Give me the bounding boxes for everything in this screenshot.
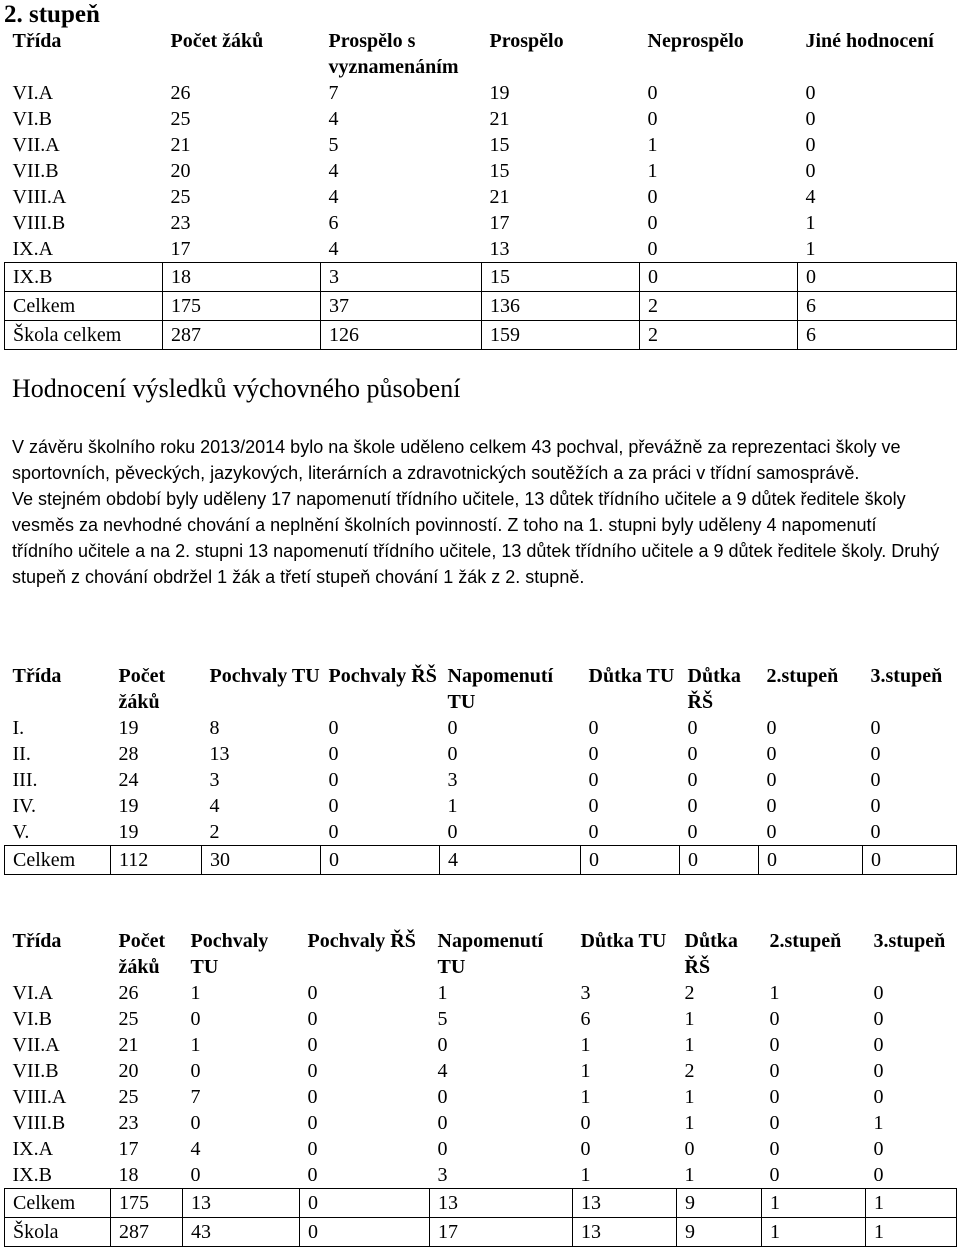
table-cell: 0 <box>307 982 318 1004</box>
table-row <box>5 980 957 1006</box>
table-cell: 1 <box>580 1060 591 1082</box>
table-cell: 0 <box>687 769 698 791</box>
table-cell: 0 <box>588 717 599 739</box>
table-cell: 0 <box>873 1086 884 1108</box>
table-cell: Celkem <box>5 846 111 875</box>
table-cell: 19 <box>118 821 139 843</box>
table-cell: 2 <box>640 321 798 350</box>
table-cell: 0 <box>437 1034 448 1056</box>
table-cell: VI.B <box>12 1008 52 1030</box>
table-cell: 175 <box>163 292 321 321</box>
table-row <box>5 1218 957 1247</box>
table-cell: 0 <box>805 82 816 104</box>
table-cell: 24 <box>118 769 139 791</box>
table-cell: 1 <box>684 1086 695 1108</box>
table-cell: 0 <box>680 846 759 875</box>
column-header: Prospělo <box>489 30 564 52</box>
table-cell: 0 <box>647 238 658 260</box>
table-cell: 1 <box>805 212 816 234</box>
table-cell: 0 <box>588 769 599 791</box>
evaluation-text <box>12 434 942 590</box>
table-cell: 0 <box>766 821 777 843</box>
column-header: Neprospělo <box>647 30 744 52</box>
table-cell: 3 <box>437 1164 448 1186</box>
table-cell: 0 <box>769 1008 780 1030</box>
behavior-table-stage1 <box>4 663 957 875</box>
table-cell: 2 <box>684 1060 695 1082</box>
table-cell: 19 <box>118 717 139 739</box>
table-cell: 0 <box>769 1060 780 1082</box>
table-cell: 0 <box>870 821 881 843</box>
table-cell: 18 <box>163 263 321 292</box>
table-cell: 0 <box>307 1164 318 1186</box>
table-cell: 2 <box>684 982 695 1004</box>
table-cell: 2 <box>209 821 220 843</box>
column-header: Jiné hodnocení <box>805 30 934 52</box>
table-cell: 0 <box>759 846 863 875</box>
table-cell: 0 <box>437 1112 448 1134</box>
table-cell: 0 <box>447 743 458 765</box>
table-row <box>5 158 957 184</box>
paragraph: V závěru školního roku 2013/2014 bylo na škole uděleno celkem 43 pochval, převážně za reprezentaci školy ve sportovních, pěveckých, jazykových, literárních a zdravotnických soutěžích a za práci v třídní samosprávě. <box>12 437 901 483</box>
table-cell: 20 <box>118 1060 139 1082</box>
table-cell: 0 <box>190 1164 201 1186</box>
column-header: 3.stupeň <box>870 665 943 687</box>
table-row <box>5 1006 957 1032</box>
stage-heading: 2. stupeň <box>4 1 100 28</box>
table-cell: 0 <box>798 263 957 292</box>
table-cell: 4 <box>328 238 339 260</box>
table-cell: 1 <box>437 982 448 1004</box>
table-cell: I. <box>12 717 25 739</box>
table-cell: 37 <box>321 292 482 321</box>
table-cell: 8 <box>209 717 220 739</box>
table-cell: 0 <box>873 1138 884 1160</box>
table-cell: 0 <box>190 1060 201 1082</box>
table-row <box>5 1162 957 1189</box>
table-cell: 0 <box>870 795 881 817</box>
table-cell: 0 <box>766 743 777 765</box>
column-header: Prospělo s vyznamenáním <box>328 30 459 78</box>
table-cell: 287 <box>163 321 321 350</box>
column-header: Třída <box>12 665 62 687</box>
table-cell: 0 <box>873 1060 884 1082</box>
column-header: Napomenutí TU <box>447 665 554 713</box>
table-cell: 43 <box>183 1218 300 1247</box>
table-cell: 0 <box>870 717 881 739</box>
table-cell: VII.B <box>12 1060 59 1082</box>
table-cell: IX.A <box>12 1138 54 1160</box>
table-cell: 0 <box>321 846 440 875</box>
table-cell: 0 <box>307 1060 318 1082</box>
table-cell: 0 <box>873 1008 884 1030</box>
table-cell: 21 <box>489 108 510 130</box>
table-cell: 0 <box>687 743 698 765</box>
column-header: Důtka TU <box>588 665 675 687</box>
table-cell: 0 <box>328 769 339 791</box>
column-header: Počet žáků <box>170 30 264 52</box>
table-cell: 0 <box>307 1138 318 1160</box>
table-row <box>5 292 957 321</box>
table-cell: II. <box>12 743 31 765</box>
table-cell: 2 <box>640 292 798 321</box>
table-cell: 1 <box>580 1164 591 1186</box>
table-cell: 0 <box>766 795 777 817</box>
table-cell: 0 <box>873 982 884 1004</box>
table-cell: 0 <box>588 821 599 843</box>
table-cell: 4 <box>328 108 339 130</box>
column-header: Důtka ŘŠ <box>684 930 738 978</box>
table-cell: 0 <box>437 1086 448 1108</box>
table-cell: 15 <box>489 134 510 156</box>
table-row <box>5 793 957 819</box>
table-cell: 30 <box>202 846 321 875</box>
table-cell: 1 <box>866 1189 957 1218</box>
column-header: 2.stupeň <box>766 665 839 687</box>
column-header: Pochvaly TU <box>190 930 269 978</box>
table-cell: 0 <box>328 717 339 739</box>
table-cell: 0 <box>307 1008 318 1030</box>
table-row <box>5 106 957 132</box>
table-cell: III. <box>12 769 38 791</box>
table-cell: 287 <box>111 1218 183 1247</box>
table-row <box>5 1058 957 1084</box>
table-cell: 0 <box>805 134 816 156</box>
table-cell: Škola <box>5 1218 111 1247</box>
table-row <box>5 263 957 292</box>
table-cell: 0 <box>437 1138 448 1160</box>
table-cell: 25 <box>170 186 191 208</box>
table-cell: 21 <box>489 186 510 208</box>
table-cell: VII.A <box>12 1034 60 1056</box>
table-cell: 7 <box>328 82 339 104</box>
table-cell: 3 <box>580 982 591 1004</box>
column-header: Třída <box>12 30 62 52</box>
table-cell: 1 <box>647 134 658 156</box>
table-cell: 25 <box>170 108 191 130</box>
table-cell: 0 <box>647 108 658 130</box>
table-cell: 13 <box>209 743 230 765</box>
column-header: Důtka TU <box>580 930 667 952</box>
table-row <box>5 321 957 350</box>
table-cell: 4 <box>437 1060 448 1082</box>
table-cell: 23 <box>170 212 191 234</box>
column-header: 2.stupeň <box>769 930 842 952</box>
table-cell: 0 <box>873 1034 884 1056</box>
table-cell: 17 <box>118 1138 139 1160</box>
table-cell: 26 <box>118 982 139 1004</box>
column-header: Napomenutí TU <box>437 930 544 978</box>
table-cell: 4 <box>440 846 581 875</box>
table-cell: 159 <box>482 321 640 350</box>
header-row <box>5 663 957 715</box>
table-cell: 0 <box>581 846 680 875</box>
table-cell: VIII.A <box>12 186 67 208</box>
table-row <box>5 819 957 846</box>
table-cell: 13 <box>489 238 510 260</box>
paragraph: Ve stejném období byly uděleny 17 napomenutí třídního učitele, 13 důtek třídního učitele a 9 důtek ředitele školy vesměs za nevhodné chování a neplnění školních povinností. Z toho na 1. stupni byly uděleny 4 napomenutí třídního učitele a na 2. stupni 13 napomenutí třídního učitele, 13 důtek třídního učitele a 9 důtek ředitele školy. Druhý stupeň z chování obdržel 1 žák a třetí stupeň chování 1 žák z 2. stupně. <box>12 489 940 587</box>
table-cell: 1 <box>647 160 658 182</box>
table-cell: 0 <box>580 1138 591 1160</box>
table-cell: 0 <box>684 1138 695 1160</box>
table-cell: VIII.B <box>12 212 66 234</box>
table-cell: VIII.A <box>12 1086 67 1108</box>
table-cell: 1 <box>873 1112 884 1134</box>
table-cell: 0 <box>190 1008 201 1030</box>
table-cell: 6 <box>798 321 957 350</box>
table-cell: 0 <box>687 821 698 843</box>
table-cell: 1 <box>769 982 780 1004</box>
table-cell: 3 <box>209 769 220 791</box>
table-cell: 3 <box>447 769 458 791</box>
table-cell: 17 <box>430 1218 573 1247</box>
table-cell: 0 <box>870 769 881 791</box>
table-cell: 13 <box>573 1218 677 1247</box>
table-cell: 1 <box>684 1112 695 1134</box>
table-cell: 0 <box>300 1189 430 1218</box>
table-cell: 0 <box>769 1034 780 1056</box>
table-cell: 6 <box>328 212 339 234</box>
table-cell: 1 <box>762 1218 866 1247</box>
table-row <box>5 80 957 106</box>
table-cell: 0 <box>766 769 777 791</box>
table-cell: 5 <box>437 1008 448 1030</box>
table-cell: 4 <box>209 795 220 817</box>
table-cell: V. <box>12 821 30 843</box>
table-cell: 9 <box>677 1189 762 1218</box>
table-cell: IV. <box>12 795 37 817</box>
table-cell: 25 <box>118 1008 139 1030</box>
table-cell: 1 <box>684 1164 695 1186</box>
table-cell: 15 <box>489 160 510 182</box>
table-cell: 1 <box>805 238 816 260</box>
table-cell: 0 <box>766 717 777 739</box>
table-cell: 0 <box>647 212 658 234</box>
table-cell: 175 <box>111 1189 183 1218</box>
table-cell: 0 <box>769 1164 780 1186</box>
table-row <box>5 1032 957 1058</box>
header-row <box>5 928 957 980</box>
table-cell: 126 <box>321 321 482 350</box>
table-cell: 0 <box>307 1086 318 1108</box>
table-cell: 0 <box>588 795 599 817</box>
column-header: Pochvaly ŘŠ <box>328 665 437 687</box>
table-cell: 4 <box>328 186 339 208</box>
table-cell: 4 <box>805 186 816 208</box>
table-cell: 0 <box>647 186 658 208</box>
table-cell: 0 <box>805 108 816 130</box>
table-cell: VI.A <box>12 982 54 1004</box>
column-header: Důtka ŘŠ <box>687 665 741 713</box>
table-row <box>5 184 957 210</box>
table-cell: IX.B <box>12 1164 52 1186</box>
table-cell: 0 <box>307 1034 318 1056</box>
table-row <box>5 236 957 263</box>
table-cell: 0 <box>307 1112 318 1134</box>
table-cell: 0 <box>870 743 881 765</box>
table-cell: 0 <box>640 263 798 292</box>
table-cell: 17 <box>170 238 191 260</box>
table-cell: 1 <box>190 1034 201 1056</box>
header-row <box>5 28 957 80</box>
table-cell: 1 <box>684 1034 695 1056</box>
table-cell: 0 <box>687 795 698 817</box>
column-header: Třída <box>12 930 62 952</box>
table-row <box>5 846 957 875</box>
table-cell: 0 <box>300 1218 430 1247</box>
column-header: Počet žáků <box>118 930 166 978</box>
table-cell: 17 <box>489 212 510 234</box>
table-cell: 0 <box>447 821 458 843</box>
table-cell: 0 <box>588 743 599 765</box>
table-cell: 0 <box>769 1138 780 1160</box>
table-cell: Celkem <box>5 1189 111 1218</box>
table-cell: 0 <box>873 1164 884 1186</box>
table-cell: 13 <box>430 1189 573 1218</box>
table-cell: 25 <box>118 1086 139 1108</box>
results-table-stage2 <box>4 28 957 350</box>
table-cell: VI.B <box>12 108 52 130</box>
table-cell: 1 <box>762 1189 866 1218</box>
table-cell: 0 <box>328 821 339 843</box>
table-row <box>5 1110 957 1136</box>
table-cell: 0 <box>447 717 458 739</box>
table-row <box>5 1084 957 1110</box>
table-cell: 5 <box>328 134 339 156</box>
table-cell: IX.B <box>5 263 163 292</box>
table-cell: 0 <box>190 1112 201 1134</box>
table-cell: 0 <box>769 1086 780 1108</box>
table-cell: IX.A <box>12 238 54 260</box>
table-cell: 6 <box>798 292 957 321</box>
table-row <box>5 210 957 236</box>
table-cell: 0 <box>328 743 339 765</box>
table-row <box>5 1189 957 1218</box>
table-cell: Škola celkem <box>5 321 163 350</box>
table-cell: VI.A <box>12 82 54 104</box>
table-cell: 21 <box>170 134 191 156</box>
table-cell: 0 <box>328 795 339 817</box>
table-cell: 19 <box>118 795 139 817</box>
table-cell: 23 <box>118 1112 139 1134</box>
table-cell: 18 <box>118 1164 139 1186</box>
table-cell: 136 <box>482 292 640 321</box>
column-header: Počet žáků <box>118 665 166 713</box>
table-cell: 1 <box>580 1086 591 1108</box>
table-cell: 6 <box>580 1008 591 1030</box>
table-cell: 26 <box>170 82 191 104</box>
table-cell: 20 <box>170 160 191 182</box>
column-header: Pochvaly ŘŠ <box>307 930 416 952</box>
table-cell: 1 <box>190 982 201 1004</box>
column-header: Pochvaly TU <box>209 665 320 687</box>
table-cell: 112 <box>111 846 202 875</box>
column-header: 3.stupeň <box>873 930 946 952</box>
table-cell: 13 <box>573 1189 677 1218</box>
table-cell: 13 <box>183 1189 300 1218</box>
table-cell: 1 <box>866 1218 957 1247</box>
table-cell: 4 <box>190 1138 201 1160</box>
behavior-table-stage2 <box>4 928 957 1247</box>
table-cell: VII.A <box>12 134 60 156</box>
table-cell: 4 <box>328 160 339 182</box>
table-cell: 9 <box>677 1218 762 1247</box>
table-row <box>5 1136 957 1162</box>
table-cell: 0 <box>863 846 957 875</box>
table-cell: 21 <box>118 1034 139 1056</box>
table-row <box>5 715 957 741</box>
table-cell: 1 <box>447 795 458 817</box>
table-cell: Celkem <box>5 292 163 321</box>
table-row <box>5 767 957 793</box>
table-cell: 15 <box>482 263 640 292</box>
section-title: Hodnocení výsledků výchovného působení <box>12 374 461 403</box>
table-row <box>5 132 957 158</box>
table-cell: 19 <box>489 82 510 104</box>
table-row <box>5 741 957 767</box>
table-cell: 0 <box>805 160 816 182</box>
table-cell: 1 <box>580 1034 591 1056</box>
table-cell: 0 <box>687 717 698 739</box>
table-cell: 0 <box>580 1112 591 1134</box>
table-cell: 7 <box>190 1086 201 1108</box>
table-cell: 0 <box>769 1112 780 1134</box>
table-cell: 1 <box>684 1008 695 1030</box>
table-cell: 0 <box>647 82 658 104</box>
table-cell: 3 <box>321 263 482 292</box>
table-cell: VII.B <box>12 160 59 182</box>
table-cell: VIII.B <box>12 1112 66 1134</box>
table-cell: 28 <box>118 743 139 765</box>
